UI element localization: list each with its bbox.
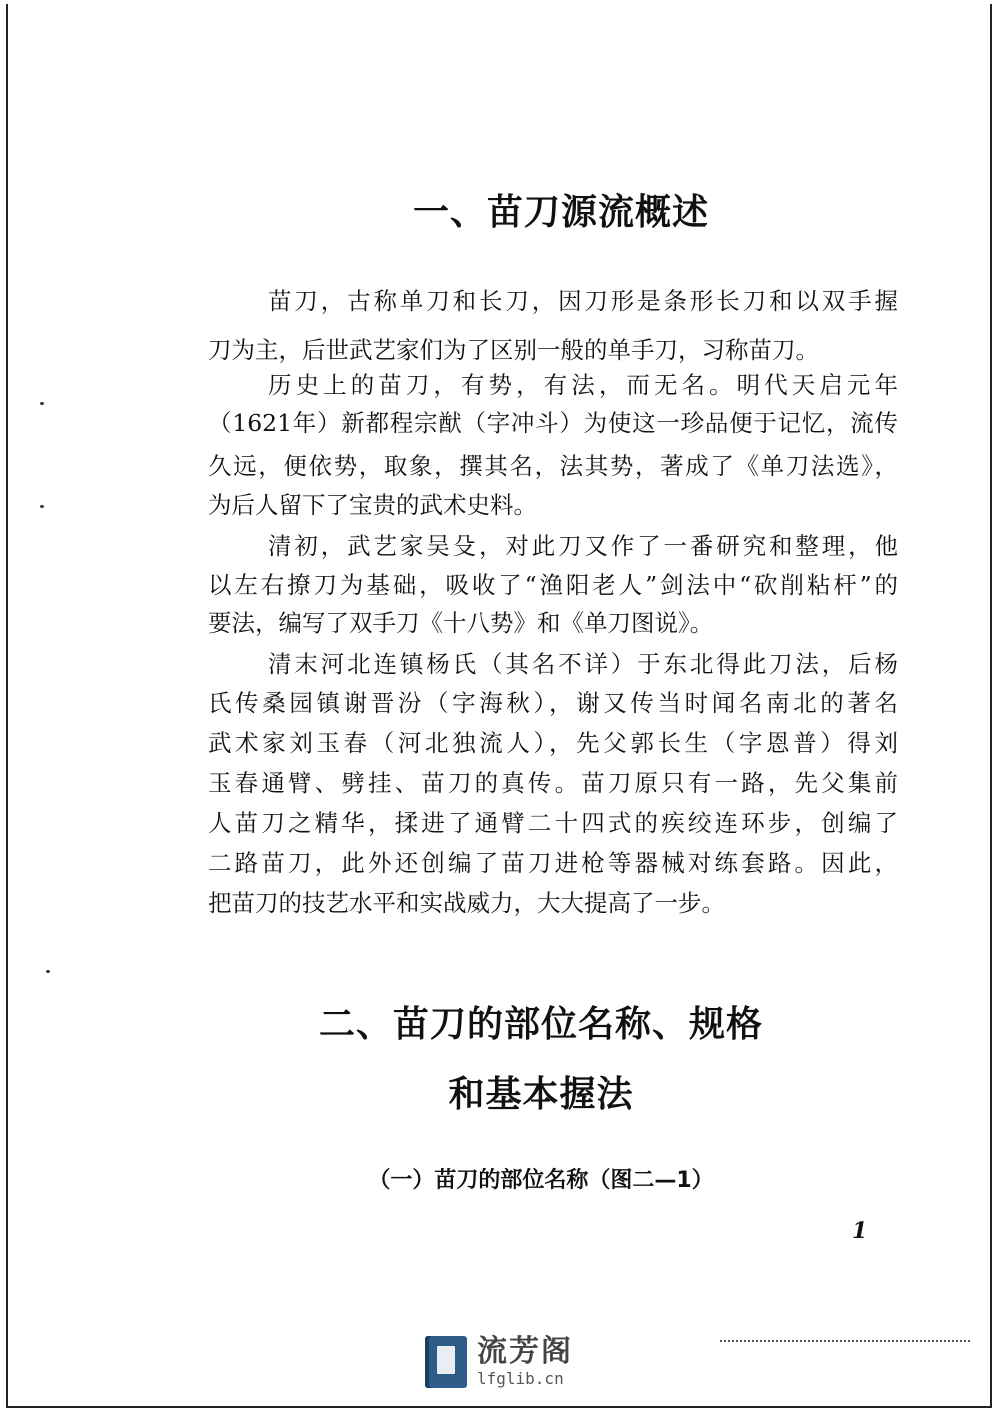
- paragraph-line: 玉春通臂、劈挂、苗刀的真传。苗刀原只有一路，先父集前: [208, 769, 898, 797]
- paragraph-line: （1621年）新都程宗猷（字冲斗）为使这一珍品便于记忆，流传: [208, 409, 898, 437]
- paragraph-line: 以左右撩刀为基础，吸收了“渔阳老人”剑法中“砍削粘杆”的: [208, 571, 898, 599]
- paragraph-line: 刀为主，后世武艺家们为了区别一般的单手刀，习称苗刀。: [208, 336, 819, 364]
- scan-artifact-line: [720, 1340, 970, 1342]
- paragraph-line: 久远，便依势，取象，撰其名，法其势，著成了《单刀法选》，: [208, 452, 898, 480]
- paragraph-line: 清末河北连镇杨氏（其名不详）于东北得此刀法，后杨: [268, 650, 898, 678]
- paragraph-line: 把苗刀的技艺水平和实战威力，大大提高了一步。: [208, 889, 725, 917]
- scan-speck: [40, 402, 44, 405]
- paragraph-line: 二路苗刀，此外还创编了苗刀进枪等器械对练套路。因此，: [208, 849, 898, 877]
- scan-speck: [46, 970, 50, 973]
- paragraph-line: 苗刀，古称单刀和长刀，因刀形是条形长刀和以双手握: [268, 287, 898, 315]
- paragraph-line: 历史上的苗刀，有势，有法，而无名。明代天启元年: [268, 371, 898, 399]
- section-2-title-line-1: 二、苗刀的部位名称、规格: [318, 1004, 763, 1045]
- subsection-title: （一）苗刀的部位名称（图二—1）: [368, 1168, 714, 1193]
- watermark-logo: [425, 1336, 573, 1388]
- paragraph-line: 氏传桑园镇谢晋汾（字海秋），谢又传当时闻名南北的著名: [208, 689, 898, 717]
- paragraph-line: 武术家刘玉春（河北独流人），先父郭长生（字恩普）得刘: [208, 729, 898, 757]
- book-icon: [425, 1336, 467, 1388]
- paragraph-line: 清初，武艺家吴殳，对此刀又作了一番研究和整理，他: [268, 532, 898, 560]
- scan-speck: [40, 505, 44, 508]
- logo-url: lfglib.cn: [477, 1369, 564, 1388]
- logo-name: 流芳阁: [477, 1334, 573, 1369]
- section-1-title: 一、苗刀源流概述: [412, 192, 709, 233]
- page-number: 1: [852, 1218, 868, 1244]
- paragraph-line: 人苗刀之精华，揉进了通臂二十四式的疾绞连环步，创编了: [208, 809, 898, 837]
- paragraph-line: 要法，编写了双手刀《十八势》和《单刀图说》。: [208, 609, 714, 637]
- section-2-title-line-2: 和基本握法: [448, 1074, 634, 1115]
- paragraph-line: 为后人留下了宝贵的武术史料。: [208, 491, 537, 519]
